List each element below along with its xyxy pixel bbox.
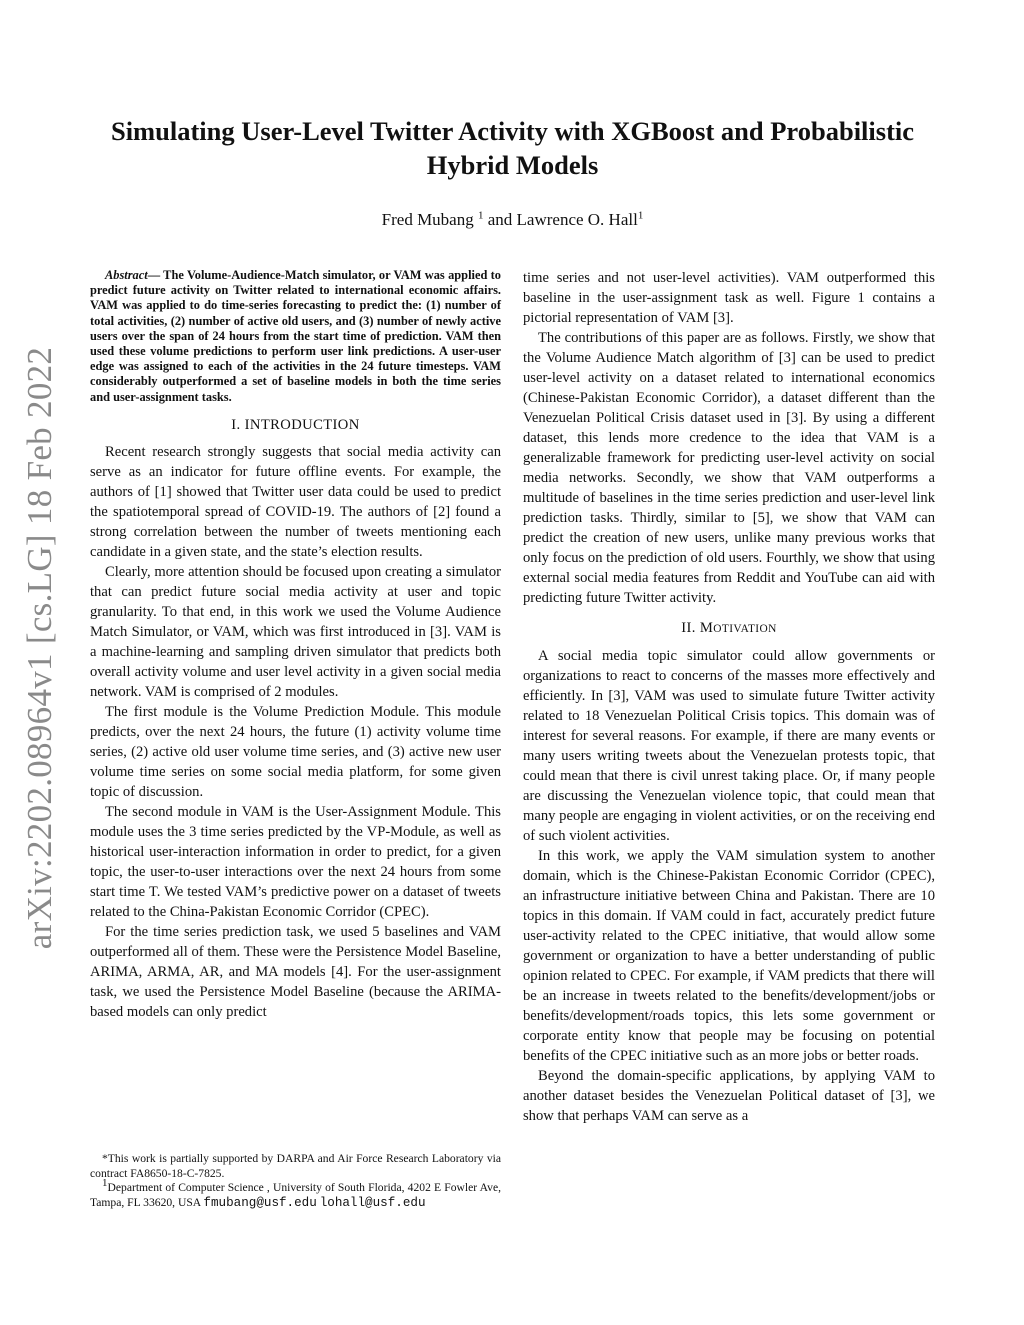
author-1-email[interactable]: fmubang@usf.edu <box>203 1195 317 1210</box>
author-conjunction: and <box>487 210 513 229</box>
funding-footnote: *This work is partially supported by DARPA and Air Force Research Laboratory via contract FA8650-18-C-7825. <box>90 1152 501 1180</box>
section-heading-introduction: I. INTRODUCTION <box>231 416 360 433</box>
paragraph: Recent research strongly suggests that social media activity can serve as an indicator for future offline events. For example, the authors of [1] showed that Twitter user data could be used to predict the spatiotemporal spread of COVID-19. The authors of [2] found a strong correlation between the number of tweets mentioning each candidate in a given state, and the state’s election results. <box>90 443 501 560</box>
section-heading-motivation <box>523 618 935 639</box>
abstract <box>90 268 501 405</box>
paragraph: A social media topic simulator could allow governments or organizations to react to concerns of the masses more effectively and efficiently. In [3], VAM was used to simulate future Twitter activity related to 18 Venezuelan Political Crisis topics. This domain was of interest for several reasons. For example, if there are many events or many users writing tweets about the Venezuelan protests topic, that could mean that there is civil unrest taking place. Or, if many people are discussing the Venezuelan violence topic, that could mean that many people are engaging in violent activities, or on the receiving end of such violent activities. <box>523 648 935 844</box>
motivation-heading-start: II. M <box>681 620 714 636</box>
affiliation-text: Department of Computer Science , University of South Florida, 4202 E Fowler Ave, Tampa, FL 33620, USA <box>90 1181 501 1209</box>
author-1: Fred Mubang <box>381 210 474 229</box>
footnotes <box>90 1152 501 1210</box>
affiliation-mark: 1 <box>102 1177 108 1190</box>
paragraph: The second module in VAM is the User-Assignment Module. This module uses the 3 time series predicted by the VP-Module, as well as historical user-interaction information in order to predict, for a given topic, the user-to-user interactions over the next 24 hours from some start time T. We tested VAM’s predictive power on a dataset of tweets related to the China-Pakistan Economic Corridor (CPEC). <box>90 803 501 920</box>
author-2-email[interactable]: lohall@usf.edu <box>319 1195 426 1210</box>
paragraph: In this work, we apply the VAM simulation system to another domain, which is the Chinese-Pakistan Economic Corridor (CPEC), an infrastructure initiative between China and Pakistan. There are 10 topics in this domain. If VAM could in fact, accurately predict future user-activity related to the CPEC initiative, that would allow some government or organization to have a better understanding of public opinion related to CPEC. For example, if VAM predicts that there will be an increase in tweets related to the benefits/development/jobs or benefits/development/roads topics, this lets some government or corporate entity know that people may be focusing on potential benefits of the CPEC initiative such as an more jobs or better roads. <box>523 848 935 1064</box>
paragraph: Beyond the domain-specific applications, by applying VAM to another dataset besides the Venezuelan Political dataset of [3], we show that perhaps VAM can serve as a <box>523 1068 935 1124</box>
paper-title: Simulating User-Level Twitter Activity with XGBoost and Probabilistic Hybrid Models <box>110 116 915 180</box>
right-column <box>523 268 935 1126</box>
abstract-text: — The Volume-Audience-Match simulator, or VAM was applied to predict future activity on Twitter related to international economic affairs. VAM was applied to do time-series forecasting to predict the: (1) number of total activities, (2) number of active old users, and (3) number of newly active users over the span of 24 hours from the start time of prediction. VAM then used these volume predictions to perform user link predictions. A user-user edge was assigned to each of the activities in the 24 future timesteps. VAM considerably outperformed a set of baseline models in both the time series and user-assignment tasks. <box>90 268 501 404</box>
paragraph: For the time series prediction task, we used 5 baselines and VAM outperformed all of them. These were the Persistence Model Baseline, ARIMA, ARMA, AR, and MA models [4]. For the user-assignment task, we used the Persistence Model Baseline (because the ARIMA-based models can only predict <box>90 923 501 1020</box>
paragraph: The contributions of this paper are as follows. Firstly, we show that the Volume Audience Match algorithm of [3] can be used to predict user-level activity on a dataset related to international economics (Chinese-Pakistan Economic Corridor), a dataset different than the Venezuelan Political Crisis dataset used in [3]. By using a different dataset, this lends more credence to the idea that VAM is a generalizable framework for predicting user-level activity on social media networks. Secondly, we show that VAM outperforms a multitude of baselines in the time series prediction and user-level link prediction tasks. Thirdly, similar to [5], we show that VAM can predict the creation of new users, unlike many previous works that only focus on the prediction of old users. Fourthly, we show that using external social media features from Reddit and YouTube can aid with predicting future Twitter activity. <box>523 330 935 606</box>
arxiv-identifier: arXiv:2202.08964v1 [cs.LG] 18 Feb 2022 <box>20 346 59 950</box>
author-2: Lawrence O. Hall <box>516 210 638 229</box>
paragraph-continued: time series and not user-level activities). VAM outperformed this baseline in the user-assignment task as well. Figure 1 contains a pictorial representation of VAM [3]. <box>523 270 935 326</box>
affiliation-footnote <box>90 1177 501 1210</box>
author-2-affiliation-mark: 1 <box>637 209 644 222</box>
left-column <box>90 268 501 1022</box>
author-line <box>90 210 935 230</box>
motivation-heading-rest: OTIVATION <box>713 623 777 635</box>
paragraph: The first module is the Volume Prediction Module. This module predicts, over the next 24 hours, the future (1) activity volume time series, (2) active old user volume time series, and (3) active new user volume time series on some social media platform, for some given topic of discussion. <box>90 703 501 800</box>
paragraph: Clearly, more attention should be focused upon creating a simulator that can predict future social media activity at user and topic granularity. To that end, in this work we used the Volume Audience Match Simulator, or VAM, which was first introduced in [3]. VAM is a machine-learning and sampling driven simulator that predicts both overall activity volume and user level activity in a given social media network. VAM is comprised of 2 modules. <box>90 563 501 700</box>
abstract-label: Abstract <box>105 268 148 282</box>
author-1-affiliation-mark: 1 <box>477 209 484 222</box>
